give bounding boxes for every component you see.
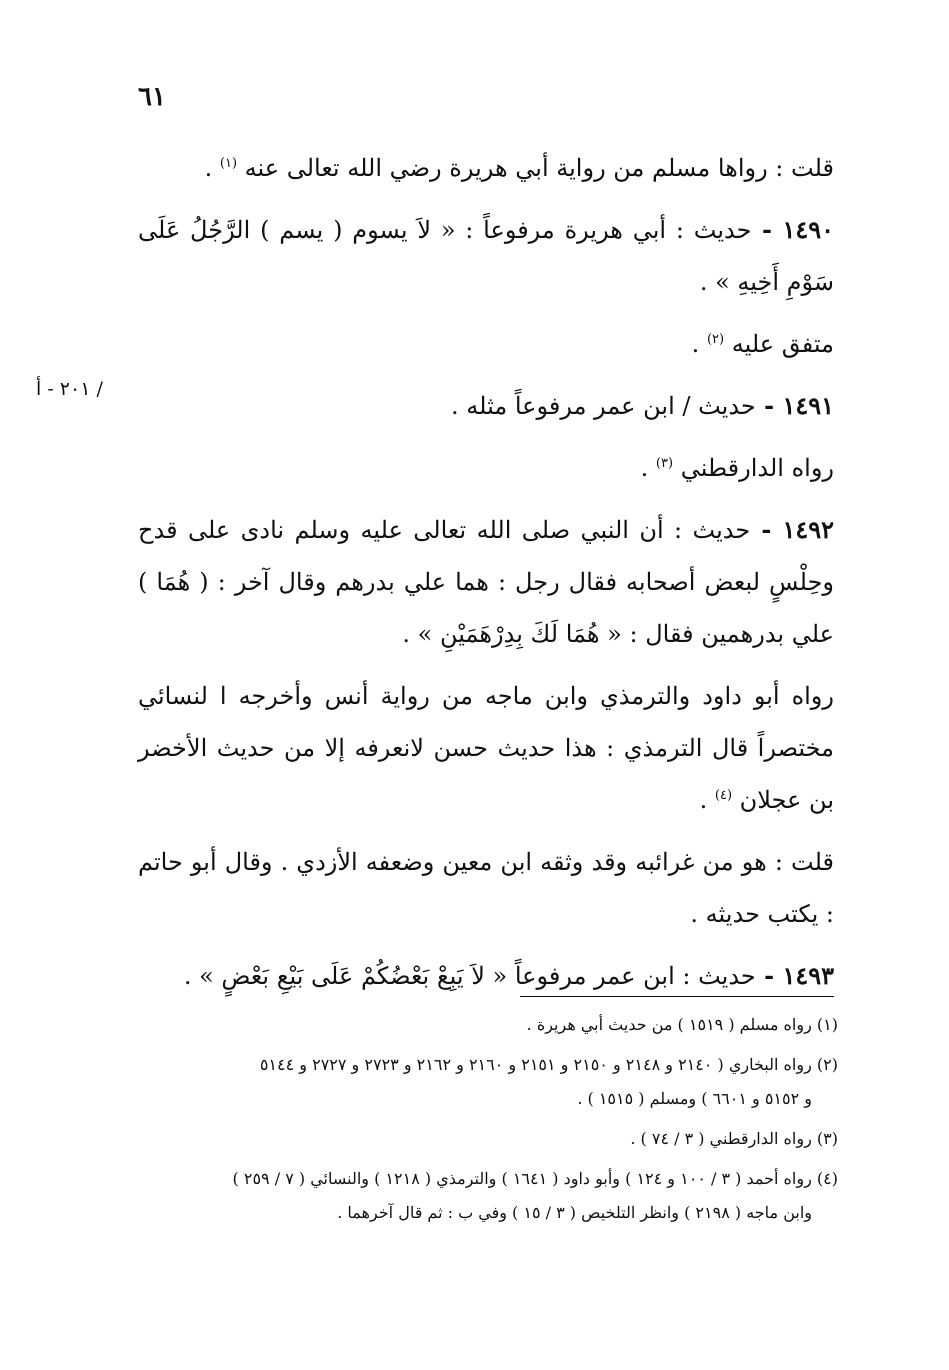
hadith-number: ١٤٩٢ -	[750, 515, 834, 544]
paragraph-text: قلت : رواها مسلم من رواية أبي هريرة رضي الله تعالى عنه	[244, 154, 834, 182]
paragraph-tail: .	[691, 330, 700, 358]
paragraph	[138, 142, 834, 194]
hadith-entry	[138, 504, 834, 660]
paragraph	[138, 442, 834, 494]
hadith-number: ١٤٩١ -	[755, 391, 834, 420]
footnote-divider	[520, 996, 834, 997]
footnote	[138, 1162, 838, 1230]
footnotes	[138, 1008, 838, 1236]
footnote-text: (٤) رواه أحمد ( ٣ / ١٠٠ و ١٢٤ ) وأبو داود ( ١٦٤١ ) والترمذي ( ١٢١٨ ) والنسائي ( ٧ / ٢٥٩ )	[232, 1169, 838, 1188]
paragraph	[138, 318, 834, 370]
hadith-number: ١٤٩٠ -	[751, 215, 835, 244]
paragraph-tail: .	[699, 786, 708, 814]
paragraph	[138, 670, 834, 826]
footnote-text: (٣) رواه الدارقطني ( ٣ / ٧٤ ) .	[630, 1129, 838, 1148]
footnote-continuation: و ٥١٥٢ و ٦٦٠١ ) ومسلم ( ١٥١٥ ) .	[577, 1089, 812, 1108]
footnote	[138, 1008, 838, 1042]
hadith-number: ١٤٩٣ -	[755, 961, 834, 990]
paragraph-text: حديث / ابن عمر مرفوعاً مثله .	[451, 392, 756, 420]
footnote-ref: (٣)	[655, 456, 674, 471]
paragraph	[138, 836, 834, 940]
paragraph-text: قلت : هو من غرائبه وقد وثقه ابن معين وضعفه الأزدي . وقال أبو حاتم : يكتب حديثه .	[138, 848, 834, 928]
page-number: ٦١	[138, 82, 166, 112]
hadith-entry	[138, 204, 834, 308]
footnote-text: (١) رواه مسلم ( ١٥١٩ ) من حديث أبي هريرة .	[526, 1015, 838, 1034]
paragraph-text: حديث : ابن عمر مرفوعاً « لاَ يَبِعْ بَعْضُكُمْ عَلَى بَيْعِ بَعْضٍ » .	[183, 962, 756, 990]
main-text	[138, 142, 834, 1012]
footnote-text: (٢) رواه البخاري ( ٢١٤٠ و ٢١٤٨ و ٢١٥٠ و ٢١٥١ و ٢١٦٠ و ٢١٦٢ و ٢٧٢٣ و ٢٧٢٧ و ٥١٤٤	[259, 1055, 838, 1074]
paragraph-text: حديث : أبي هريرة مرفوعاً : « لاَ يسوم ( يسم ) الرَّجُلُ عَلَى سَوْمِ أَخِيهِ » .	[138, 216, 834, 296]
paragraph-text: رواه أبو داود والترمذي وابن ماجه من رواية أنس وأخرجه ا لنسائي مختصراً قال الترمذي : هذا حديث حسن لانعرفه إلا من حديث الأخضر بن عجلان	[138, 682, 834, 814]
paragraph-text: متفق عليه	[731, 330, 834, 358]
footnote	[138, 1122, 838, 1156]
footnote-ref: (٤)	[714, 788, 733, 803]
paragraph-text: حديث : أن النبي صلى الله تعالى عليه وسلم نادى على قدح وحِلْسٍ لبعض أصحابه فقال رجل : هما علي بدرهم وقال آخر : ( هُمَا ) علي بدرهمين فقال : « هُمَا لَكَ بِدِرْهَمَيْنِ » .	[138, 516, 834, 648]
paragraph-tail: .	[204, 154, 213, 182]
hadith-entry	[138, 380, 834, 432]
footnote	[138, 1048, 838, 1116]
footnote-ref: (١)	[219, 156, 238, 171]
margin-note: / ٢٠١ - أ	[36, 378, 103, 400]
footnote-continuation: وابن ماجه ( ٢١٩٨ ) وانظر التلخيص ( ٣ / ١٥ ) وفي ب : ثم قال آخرهما .	[337, 1203, 812, 1222]
footnote-ref: (٢)	[706, 332, 725, 347]
paragraph-text: رواه الدارقطني	[680, 454, 834, 482]
hadith-entry	[138, 950, 834, 1002]
paragraph-tail: .	[640, 454, 649, 482]
